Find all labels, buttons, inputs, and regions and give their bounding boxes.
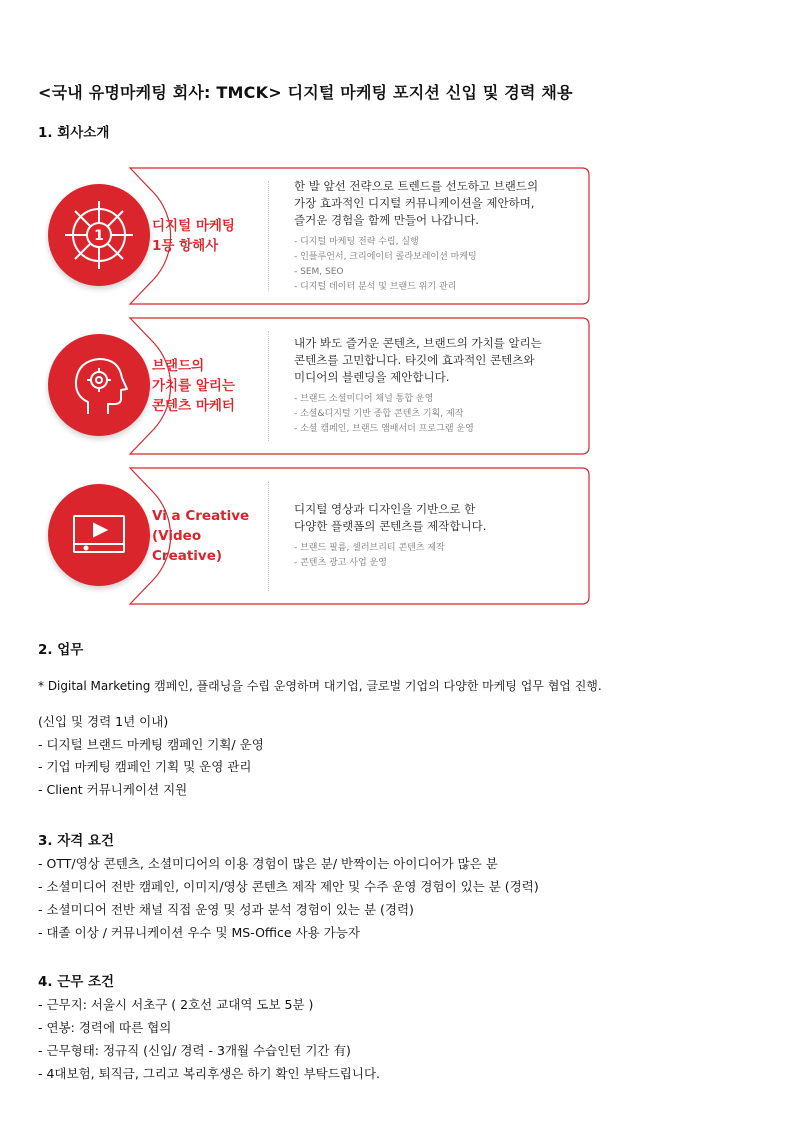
list-item: - 연봉: 경력에 따른 협의 (38, 1020, 172, 1035)
card-divider (268, 331, 269, 441)
service-card-content-marketer (42, 317, 590, 455)
card-label: 브랜드의 가치를 알리는 콘텐츠 마케터 (152, 358, 235, 414)
list-item: - 기업 마케팅 캠페인 기획 및 운영 관리 (38, 759, 252, 774)
card-description: 내가 봐도 즐거운 콘텐츠, 브랜드의 가치를 알리는 콘텐츠를 고민합니다. 타깃에 효과적인 콘텐츠와 미디어의 블렌딩을 제안합니다. - 브랜드 소셜미디어 채널 통합 운영 - 소셜&디지털 기반 종합 콘텐츠 기획, 제작 - 소셜 캠페인, 브랜드 앰배서더 프로그램 운영 (294, 336, 542, 434)
list-item: - 4대보험, 퇴직금, 그리고 복리후생은 하기 확인 부탁드립니다. (38, 1066, 380, 1081)
video-player-icon (48, 484, 150, 586)
list-item: - 대졸 이상 / 커뮤니케이션 우수 및 MS-Office 사용 가능자 (38, 925, 360, 940)
list-item: - 소셜미디어 전반 채널 직접 운영 및 성과 분석 경험이 있는 분 (경력) (38, 902, 414, 917)
card-description: 디지털 영상과 디자인을 기반으로 한 다양한 플랫폼의 콘텐츠를 제작합니다. - 브랜드 필름, 셀러브리티 콘텐츠 제작 - 콘텐츠 광고 사업 운영 (294, 502, 487, 568)
card-label: 디지털 마케팅 1등 항해사 (152, 218, 235, 254)
list-item: - Client 커뮤니케이션 지원 (38, 782, 188, 797)
page-title: <국내 유명마케팅 회사: TMCK> 디지털 마케팅 포지션 신입 및 경력 채용 (38, 83, 573, 102)
work-summary: * Digital Marketing 캠페인, 플래닝을 수립 운영하며 대기업, 글로벌 기업의 다양한 마케팅 업무 협업 진행. (38, 679, 602, 693)
card-description: 한 발 앞선 전략으로 트렌드를 선도하고 브랜드의 가장 효과적인 디지털 커뮤니케이션을 제안하며, 즐거운 경험을 함께 만들어 나갑니다. - 디지털 마케팅 전략 수립, 실행 - 인플루언서, 크리에이터 콜라보레이션 마케팅 - SEM, SEO - 디지털 데이터 분석 및 브랜드 위기 관리 (294, 178, 539, 292)
list-item: - 소셜미디어 전반 캠페인, 이미지/영상 콘텐츠 제작 제안 및 수주 운영 경험이 있는 분 (경력) (38, 879, 539, 894)
list-item: - 근무지: 서울시 서초구 ( 2호선 교대역 도보 5분 ) (38, 997, 314, 1012)
section-heading-work: 2. 업무 (38, 642, 84, 658)
service-card-digital-marketing (42, 167, 590, 305)
card-divider (268, 481, 269, 591)
service-card-video-creative (42, 467, 590, 605)
ship-wheel-icon (48, 184, 150, 286)
list-item: - 디지털 브랜드 마케팅 캠페인 기획/ 운영 (38, 737, 264, 752)
card-label: Vi a Creative (Video Creative) (152, 508, 250, 564)
list-item: - OTT/영상 콘텐츠, 소셜미디어의 이용 경험이 많은 분/ 반짝이는 아이디어가 많은 분 (38, 856, 498, 871)
head-gear-icon (48, 334, 150, 436)
svg-text:1: 1 (94, 228, 104, 244)
work-group: (신입 및 경력 1년 이내) (38, 714, 169, 729)
section-heading-qualifications: 3. 자격 요건 (38, 833, 115, 849)
card-divider (268, 181, 269, 291)
section-heading-intro: 1. 회사소개 (38, 125, 110, 141)
section-heading-conditions: 4. 근무 조건 (38, 974, 115, 990)
list-item: - 근무형태: 정규직 (신입/ 경력 - 3개월 수습인턴 기간 有) (38, 1043, 351, 1058)
